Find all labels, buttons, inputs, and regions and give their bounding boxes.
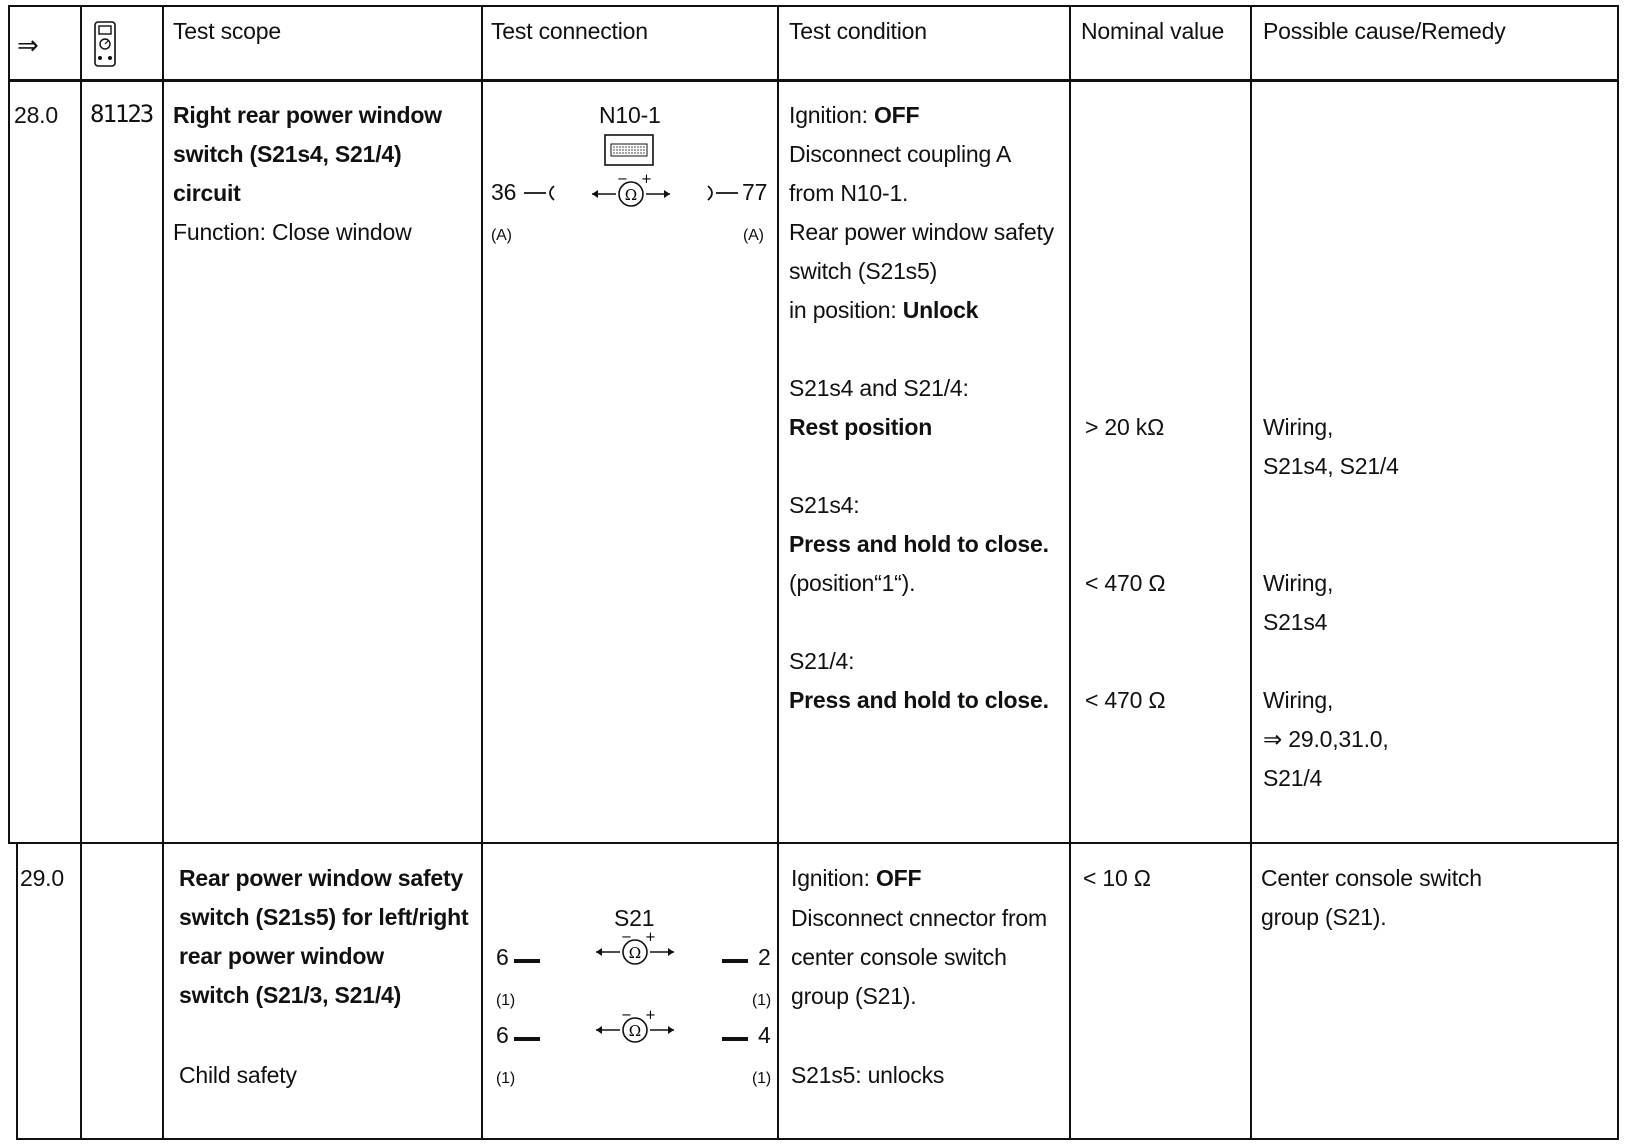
- col-rule-1: [80, 5, 82, 1140]
- condition-line: center console switch: [791, 944, 1007, 970]
- control-unit-icon: [604, 134, 654, 166]
- condition-line: from N10-1.: [789, 180, 909, 206]
- condition-line: Disconnect coupling A: [789, 141, 1012, 167]
- left-coupling: (A): [491, 227, 512, 244]
- pin-sub: (1): [752, 992, 771, 1009]
- svg-text:Ω: Ω: [628, 1022, 642, 1040]
- svg-text:+: +: [645, 1010, 656, 1023]
- header-nominal-value: Nominal value: [1081, 18, 1225, 44]
- condition-subhead: S21s4 and S21/4:: [789, 375, 969, 401]
- remedy-text: Wiring, S21s4, S21/4: [1263, 414, 1399, 479]
- svg-text:−: −: [617, 174, 628, 187]
- probe-icon: [512, 953, 542, 963]
- condition-subhead: S21s4:: [789, 492, 860, 518]
- svg-text:−: −: [621, 932, 632, 945]
- svg-text:+: +: [645, 932, 656, 945]
- right-pin: 4: [758, 1022, 771, 1048]
- condition-line: (position“1“).: [789, 570, 916, 596]
- condition-line: Rear power window safety: [789, 219, 1054, 245]
- header-test-condition: Test condition: [789, 18, 927, 44]
- connector-socket-icon: [522, 182, 558, 204]
- nominal-value: > 20 kΩ: [1085, 414, 1165, 440]
- table-bottom-border: [16, 1138, 1619, 1140]
- condition-subhead: S21/4:: [789, 648, 855, 674]
- condition-position: in position: Unlock: [789, 297, 979, 323]
- ohmmeter-icon: [594, 1010, 676, 1046]
- step-number: 29.0: [20, 865, 64, 891]
- condition-action: Rest position: [789, 414, 933, 440]
- component-label: N10-1: [599, 102, 661, 128]
- header-remedy: Possible cause/Remedy: [1263, 18, 1506, 44]
- pin-sub: (1): [496, 992, 515, 1009]
- col-rule-left-lower: [16, 842, 18, 1140]
- col-rule-5: [1069, 5, 1071, 1140]
- multimeter-icon: [92, 20, 118, 68]
- test-scope-title: Rear power window safety switch (S21s5) for left/right rear power window switch (S21/3, S21/4): [179, 865, 469, 1008]
- nominal-value: < 470 Ω: [1085, 570, 1166, 596]
- nominal-value: < 470 Ω: [1085, 687, 1166, 713]
- test-scope-function: Function: Close window: [173, 219, 412, 245]
- col-rule-2: [162, 5, 164, 1140]
- probe-icon: [720, 953, 750, 963]
- header-test-scope: Test scope: [173, 18, 281, 44]
- condition-line: S21s5: unlocks: [791, 1062, 945, 1088]
- condition-ignition: Ignition: OFF: [791, 865, 922, 891]
- col-rule-6: [1250, 5, 1252, 1140]
- remedy-text: Wiring, ⇒ 29.0,31.0, S21/4: [1263, 687, 1389, 791]
- svg-text:Ω: Ω: [628, 944, 642, 962]
- left-pin: 6: [496, 1022, 509, 1048]
- pin-sub: (1): [752, 1070, 771, 1087]
- condition-action: Press and hold to close.: [789, 531, 1049, 557]
- col-rule-right: [1617, 5, 1619, 1140]
- ohmmeter-icon: [594, 932, 676, 968]
- right-pin: 2: [758, 944, 771, 970]
- header-bottom-rule: [8, 79, 1619, 82]
- svg-text:+: +: [641, 174, 652, 187]
- remedy-text: Center console switch group (S21).: [1261, 865, 1482, 930]
- row-divider: [8, 842, 1619, 844]
- step-number: 28.0: [14, 102, 58, 128]
- svg-text:−: −: [621, 1010, 632, 1023]
- svg-text:Ω: Ω: [624, 186, 638, 204]
- left-pin: 36: [491, 179, 517, 205]
- header-arrow: ⇒: [17, 30, 39, 60]
- condition-line: group (S21).: [791, 983, 917, 1009]
- col-rule-4: [777, 5, 779, 1140]
- condition-line: switch (S21s5): [789, 258, 938, 284]
- probe-icon: [720, 1031, 750, 1041]
- table-top-border: [8, 5, 1619, 7]
- condition-line: Disconnect cnnector from: [791, 905, 1047, 931]
- header-test-connection: Test connection: [491, 18, 648, 44]
- condition-ignition: Ignition: OFF: [789, 102, 920, 128]
- col-rule-3: [481, 5, 483, 1140]
- right-coupling: (A): [743, 227, 764, 244]
- condition-action: Press and hold to close.: [789, 687, 1049, 713]
- test-code: 81123: [90, 100, 153, 128]
- pin-sub: (1): [496, 1070, 515, 1087]
- nominal-value: < 10 Ω: [1083, 865, 1151, 891]
- probe-icon: [512, 1031, 542, 1041]
- ohmmeter-icon: [590, 174, 672, 210]
- right-pin: 77: [742, 179, 768, 205]
- connector-plug-icon: [704, 182, 740, 204]
- remedy-text: Wiring, S21s4: [1263, 570, 1334, 635]
- test-scope-title: Right rear power window switch (S21s4, S21/4) circuit: [173, 102, 442, 206]
- left-pin: 6: [496, 944, 509, 970]
- test-scope-function: Child safety: [179, 1062, 297, 1088]
- col-rule-left: [8, 5, 10, 843]
- component-label: S21: [614, 905, 655, 931]
